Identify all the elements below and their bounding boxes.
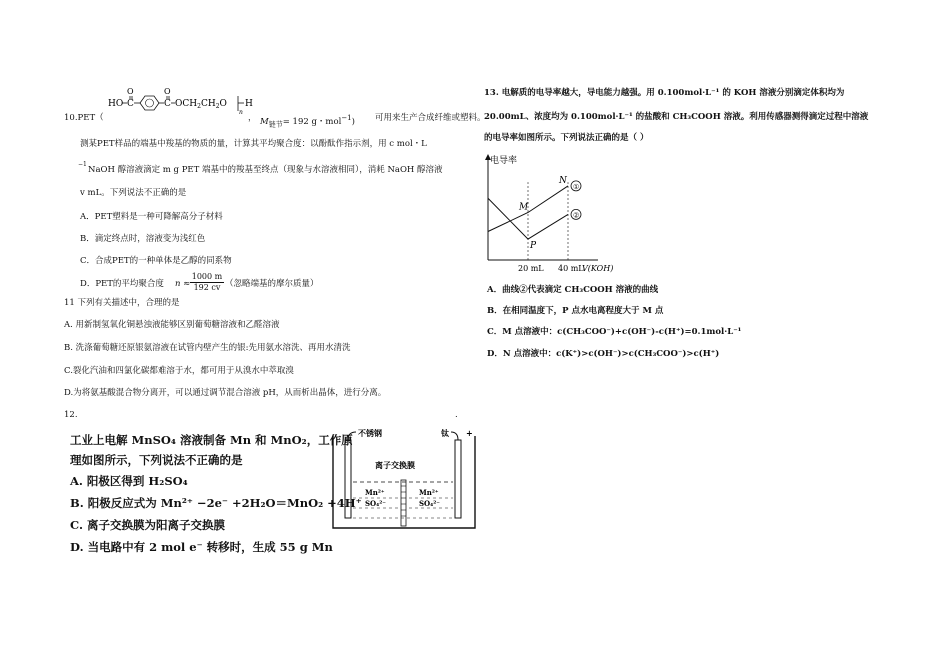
point-label-m: M [519, 202, 529, 213]
left-electrode-label: 不锈钢 [358, 428, 382, 438]
q12-option-c: C. 离子交换膜为阳离子交换膜 [70, 518, 225, 532]
q10-line3-exp: −1 [78, 161, 87, 168]
q11-option-b: B. 洗涤葡萄糖还原银氨溶液在试管内壁产生的银:先用氨水溶洗、再用水清洗 [64, 343, 351, 353]
q10-option-b: B．滴定终点时，溶液变为浅红色 [80, 234, 206, 244]
q13-option-a: A．曲线②代表滴定 CH₃COOH 溶液的曲线 [487, 285, 659, 295]
q13-option-b: B．在相同温度下，P 点水电离程度大于 M 点 [487, 306, 664, 316]
point-label-n: N [559, 175, 567, 186]
formula-o1: O [127, 87, 134, 96]
benzene-ring [140, 96, 159, 110]
q10-comma: ， [248, 113, 257, 123]
formula-o2: O [164, 87, 171, 96]
conductivity-chart [480, 150, 620, 275]
q10-line1-rest: 可用来生产合成纤维或塑料。 [375, 113, 486, 123]
x-axis-label: V(KOH) [582, 264, 614, 273]
q11-option-d: D.为将氨基酸混合物分离开，可以通过调节混合溶液 pH，从而析出晶体，进行分离。 [64, 388, 387, 398]
q10-option-d-fraction [190, 272, 224, 293]
formula-h: H [245, 99, 253, 109]
q12-stem-line1: 工业上电解 MnSO₄ 溶液制备 Mn 和 MnO₂，工作原 [70, 433, 353, 447]
formula-c1: C [127, 99, 134, 109]
right-mn-ion: Mn²⁺ [419, 488, 439, 497]
ion-exchange-membrane [401, 480, 406, 526]
q13-line3: 的电导率如图所示。下列说法正确的是（ ） [484, 133, 649, 143]
right-electrode-label: 钛 [441, 428, 449, 438]
q10-molar-mass: $M_{链节}= 192$ g・mol$^{-1}$) [260, 114, 355, 129]
q10-option-d: D．PET的平均聚合度 [80, 279, 164, 289]
x-tick-label: 20 mL [518, 264, 544, 273]
q11-option-a: A. 用新制氢氧化铜悬浊液能够区别葡萄糖溶液和乙醛溶液 [64, 320, 280, 330]
q10-line4: v mL。下列说法不正确的是 [80, 188, 187, 198]
q10-option-d-note: （忽略端基的摩尔质量） [225, 279, 319, 289]
q10-option-a: A．PET塑料是一种可降解高分子材料 [80, 212, 223, 222]
formula-c2: C [164, 99, 171, 109]
y-axis-label: 电导率 [490, 156, 518, 166]
q11-option-c: C.裂化汽油和四氯化碳都难溶于水，都可用于从溴水中萃取溴 [64, 366, 294, 376]
q13-option-c: C．M 点溶液中：c(CH₃COO⁻)+c(OH⁻)-c(H⁺)=0.1mol·L⁻¹ [487, 327, 742, 337]
left-sulfate-ion: SO₄²⁻ [365, 499, 386, 508]
q10-option-d-n: n ≈ [175, 279, 191, 289]
right-sulfate-ion: SO₄²⁻ [419, 499, 440, 508]
q12-option-b: B. 阳极反应式为 Mn²⁺ −2e⁻ +2H₂O＝MnO₂ +4H⁺ [70, 496, 362, 510]
point-label-p: P [530, 241, 537, 252]
q12-option-a: A. 阳极区得到 H₂SO₄ [70, 474, 188, 488]
right-electrode-plus: + [466, 428, 473, 438]
q12-number: 12. [64, 410, 78, 420]
q10-line2: 测某PET样品的端基中羧基的物质的量，计算其平均聚合度：以酚酞作指示剂，用 c mol・L [80, 139, 427, 149]
q12-option-d: D. 当电路中有 2 mol e⁻ 转移时，生成 55 g Mn [70, 540, 333, 554]
fraction-denominator: 192 cv [190, 282, 224, 293]
titanium-electrode [455, 440, 461, 518]
left-mn-ion: Mn²⁺ [365, 488, 385, 497]
membrane-label: 离子交换膜 [375, 460, 415, 470]
q10-line3: NaOH 醇溶液滴定 m g PET 端基中的羧基至终点（现象与水溶液相同），消耗 NaOH 醇溶液 [88, 165, 443, 175]
q12-stem-line2: 理如图所示，下列说法不正确的是 [70, 453, 243, 467]
fraction-numerator: 1000 m [191, 272, 223, 281]
q13-option-d: D．N 点溶液中：c(K⁺)>c(OH⁻)>c(CH₃COO⁻)>c(H⁺) [487, 349, 720, 359]
formula-n: n [239, 109, 243, 116]
series-label-2: ② [573, 211, 580, 220]
electrolysis-cell-diagram [325, 428, 485, 533]
q10-option-c: C．合成PET的一种单体是乙醇的同系物 [80, 256, 232, 266]
formula-chain: $OCH_2CH_2O$ [175, 99, 227, 110]
q12-dot: . [455, 410, 458, 420]
series-label-1: ① [573, 182, 580, 191]
q13-line1: 13. 电解质的电导率越大，导电能力越强。用 0.100mol·L⁻¹ 的 KOH 溶液分别滴定体积均为 [484, 88, 845, 98]
q10-lead: 10.PET（ [64, 113, 104, 123]
x-tick-label: 40 mL [558, 264, 584, 273]
formula-ho: HO [108, 99, 124, 109]
stainless-steel-electrode [345, 440, 351, 518]
q13-line2: 20.00mL、浓度均为 0.100mol·L⁻¹ 的盐酸和 CH₃COOH 溶液。利用传感器测得滴定过程中溶液 [484, 112, 869, 122]
q11-stem: 11 下列有关描述中，合理的是 [64, 298, 180, 308]
